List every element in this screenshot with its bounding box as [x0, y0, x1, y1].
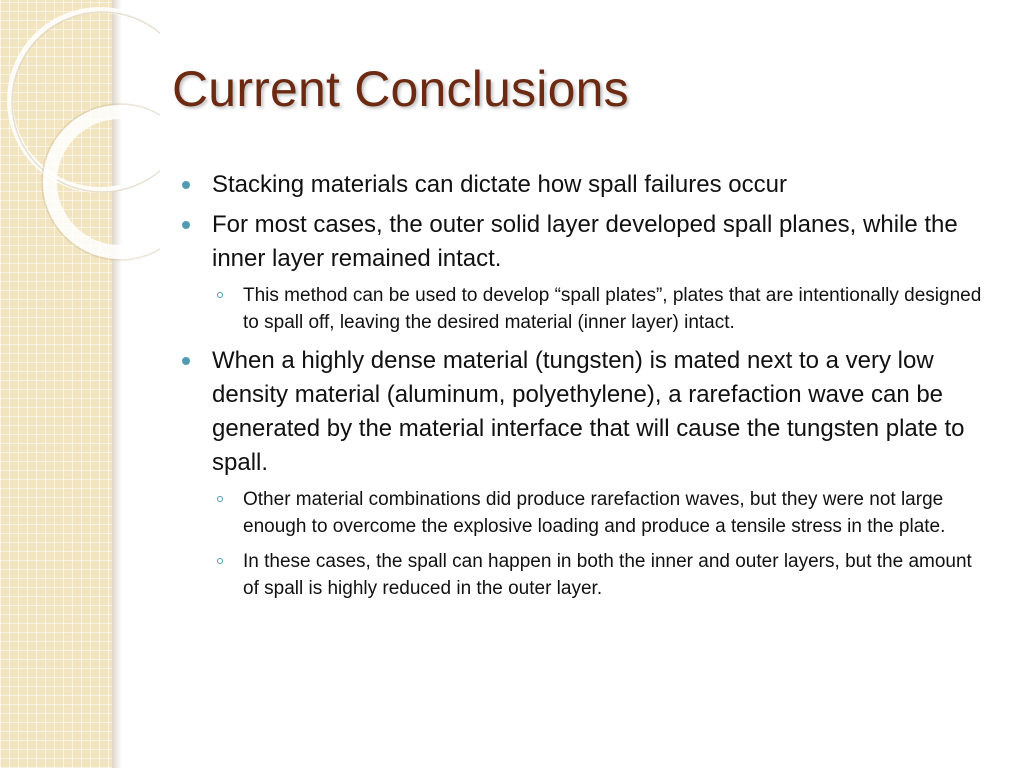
bullet-text: For most cases, the outer solid layer developed spall planes, while the inner layer remained intact.: [212, 211, 958, 272]
sub-bullet-item: [182, 548, 982, 602]
filled-circle-bullet-icon: [182, 357, 190, 365]
bullet-item: [182, 168, 982, 202]
slide-title: Current Conclusions: [172, 61, 629, 117]
sub-bullet-text: In these cases, the spall can happen in both the inner and outer layers, but the amount of spall is highly reduced in the outer layer.: [243, 551, 972, 599]
sub-bullet-item: [182, 486, 982, 540]
hollow-circle-bullet-icon: [217, 558, 223, 564]
bullet-item: [182, 344, 982, 480]
bullet-item: [182, 208, 982, 276]
bullet-text: When a highly dense material (tungsten) is mated next to a very low density material (aluminum, polyethylene), a rarefaction wave can be generated by the material interface that will cause the tungsten plate to spall.: [212, 347, 965, 476]
sub-bullet-item: [182, 282, 982, 336]
sub-bullet-text: Other material combinations did produce rarefaction waves, but they were not large enough to overcome the explosive loading and produce a tensile stress in the plate.: [243, 489, 946, 537]
sub-bullet-text: This method can be used to develop “spall plates”, plates that are intentionally designed to spall off, leaving the desired material (inner layer) intact.: [243, 285, 982, 333]
filled-circle-bullet-icon: [182, 221, 190, 229]
slide-body: [182, 168, 982, 610]
hollow-circle-bullet-icon: [217, 292, 223, 298]
decorative-rings-icon: [0, 0, 160, 280]
bullet-text: Stacking materials can dictate how spall failures occur: [212, 171, 787, 198]
filled-circle-bullet-icon: [182, 181, 190, 189]
hollow-circle-bullet-icon: [217, 496, 223, 502]
